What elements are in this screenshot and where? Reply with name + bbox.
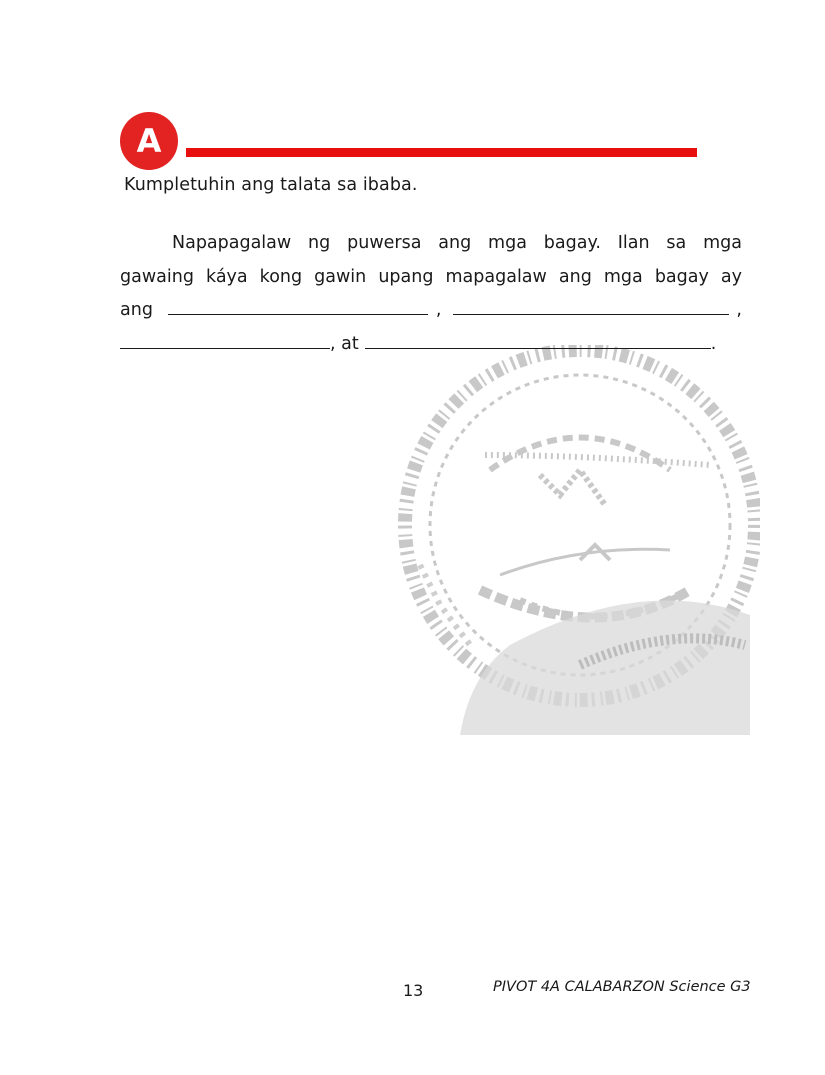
instruction-text: Kumpletuhin ang talata sa ibaba. (124, 175, 418, 195)
answer-blank-4[interactable] (365, 331, 711, 349)
answer-blank-3[interactable] (120, 331, 330, 349)
paragraph-line-3-start: ang (120, 300, 153, 320)
answer-blank-2[interactable] (453, 297, 729, 315)
section-a-badge: A (120, 112, 178, 170)
paragraph-line-3 (120, 294, 742, 328)
section-heading-rule (186, 148, 697, 157)
paragraph-line-2: gawaing káya kong gawin upang mapagalaw ang mga bagay ay (120, 266, 742, 287)
blank-comma-2: , (736, 300, 742, 320)
paragraph-line-1: Napapagalaw ng puwersa ang mga bagay. Ilan sa mga (172, 233, 742, 253)
footer-title: PIVOT 4A CALABARZON Science G3 (493, 979, 751, 995)
seal-watermark-icon (380, 345, 760, 735)
page-number: 13 (403, 981, 424, 1000)
answer-blank-1[interactable] (168, 297, 428, 315)
paragraph-line-4 (120, 328, 742, 362)
blank-and-connector: , at (330, 333, 359, 354)
blank-period: . (710, 333, 717, 354)
fill-in-paragraph (120, 227, 742, 361)
blank-comma-1: , (435, 300, 442, 320)
